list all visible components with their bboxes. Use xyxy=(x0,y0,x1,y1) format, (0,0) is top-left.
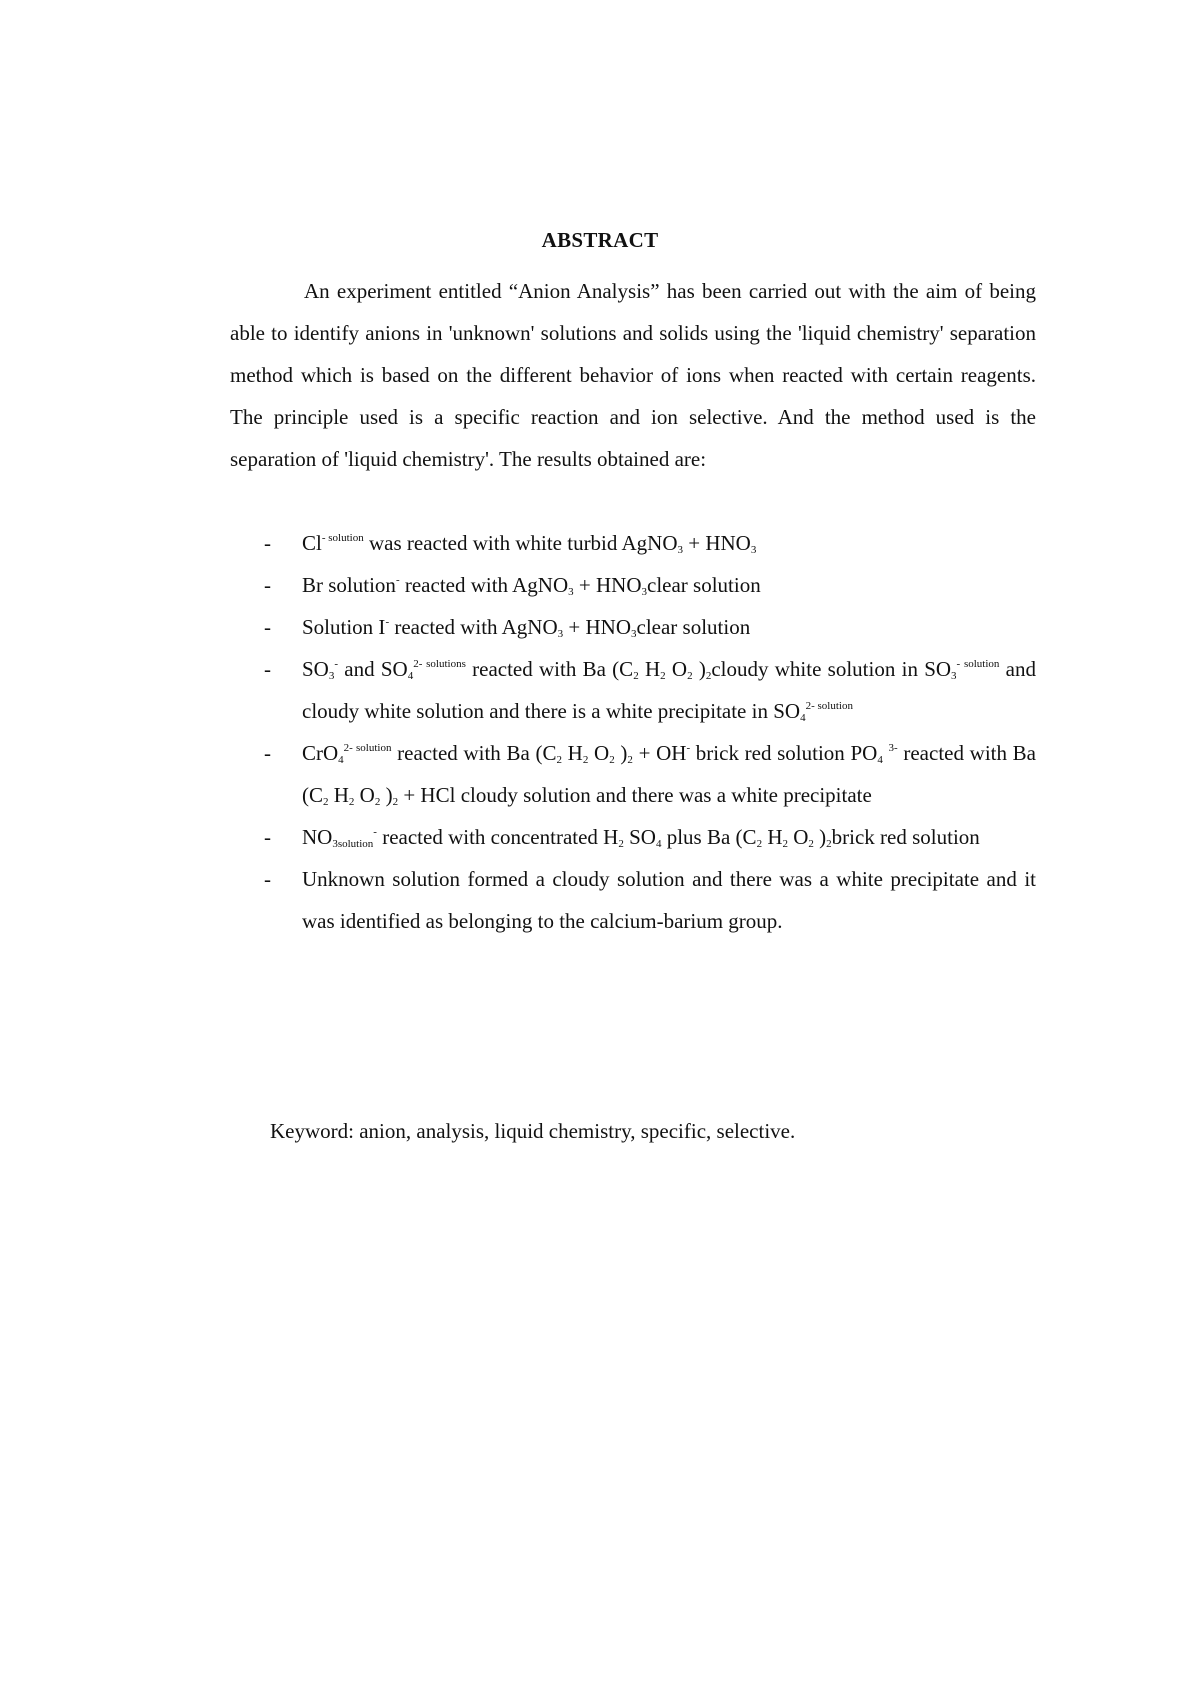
result-text: SO xyxy=(773,699,801,723)
subscript: 2 xyxy=(348,795,355,808)
subscript: 3 xyxy=(568,585,574,598)
result-item-no3 xyxy=(230,816,1036,858)
list-dash: - xyxy=(264,615,271,639)
subscript: 2 xyxy=(782,837,788,850)
subscript: 3 xyxy=(951,669,957,682)
subscript: 3 xyxy=(557,627,564,640)
subscript: 2 xyxy=(756,837,763,850)
result-text: reacted with AgNO xyxy=(389,615,558,639)
result-item-i xyxy=(230,606,1036,648)
result-text: + OH xyxy=(632,741,687,765)
result-text: brick red solution xyxy=(831,825,980,849)
subscript: 2 xyxy=(556,753,562,766)
ion-superscript: 2- solution xyxy=(343,742,392,755)
result-text: ) xyxy=(813,825,827,849)
ion-superscript: - solution xyxy=(321,532,364,545)
ion-superscript: 2- solution xyxy=(805,700,853,713)
result-text: Br solution xyxy=(302,573,396,597)
result-text: Solution I xyxy=(302,615,386,639)
subscript: 3 xyxy=(750,543,757,556)
result-text: reacted with Ba (C xyxy=(302,741,1037,807)
subscript: 2 xyxy=(618,837,624,850)
subscript: 4 xyxy=(655,837,662,850)
result-text: reacted with AgNO xyxy=(399,573,569,597)
result-item-cl xyxy=(230,522,1036,564)
result-text: O xyxy=(787,825,809,849)
result-text: cloudy white solution xyxy=(711,657,896,681)
result-text: H xyxy=(762,825,783,849)
list-dash: - xyxy=(264,531,271,555)
result-text: and cloudy white solution and there is a white precipitate in xyxy=(302,657,1037,723)
ion-superscript: - solution xyxy=(956,658,1000,671)
result-text: ) xyxy=(614,741,628,765)
list-dash: - xyxy=(264,867,271,891)
subscript: 3 xyxy=(641,585,647,598)
result-item-so xyxy=(230,648,1036,732)
result-text: reacted with concentrated H xyxy=(376,825,619,849)
list-dash: - xyxy=(264,741,271,765)
result-text: NO xyxy=(302,825,333,849)
result-text: ) xyxy=(692,657,706,681)
subscript: 2 xyxy=(826,837,832,850)
subscript: 2 xyxy=(660,669,666,682)
result-text: O xyxy=(665,657,688,681)
result-text: brick red solution PO xyxy=(695,741,878,765)
ion-superscript: 3- xyxy=(888,742,898,755)
result-text: reacted with Ba (C xyxy=(391,741,557,765)
result-text: ) xyxy=(380,783,393,807)
ion-superscript: - xyxy=(385,616,390,629)
list-dash: - xyxy=(264,573,271,597)
list-dash: - xyxy=(264,657,271,681)
subscript: 3 xyxy=(328,669,335,682)
result-text: SO xyxy=(629,825,656,849)
result-text: CrO xyxy=(302,741,339,765)
subscript: 4 xyxy=(407,669,414,682)
ion-superscript: - xyxy=(334,658,339,671)
subscript: 2 xyxy=(392,795,399,808)
subscript: 2 xyxy=(582,753,589,766)
abstract-intro xyxy=(230,270,1036,480)
result-text: was reacted with white turbid AgNO xyxy=(363,531,678,555)
result-text: plus Ba (C xyxy=(661,825,757,849)
result-text: and SO xyxy=(338,657,408,681)
subscript: 4 xyxy=(800,711,806,724)
subscript: 3 xyxy=(332,837,338,850)
result-text: clear solution xyxy=(636,615,751,639)
ion-superscript: - xyxy=(686,742,691,755)
results-list xyxy=(230,522,1036,942)
ion-text: Cl xyxy=(302,531,322,555)
list-dash: - xyxy=(264,825,271,849)
result-text: + HNO xyxy=(573,573,642,597)
result-text: Unknown solution formed a cloudy solution and there was a white precipitate and it was identified as belonging to the calcium-barium group. xyxy=(302,867,1036,933)
result-text: O xyxy=(588,741,610,765)
result-text: cloudy solution and there was a white precipitate xyxy=(460,783,872,807)
subscript: 4 xyxy=(877,753,883,766)
ion-superscript: 2- solutions xyxy=(413,658,466,671)
subscript: 2 xyxy=(705,669,712,682)
result-text: H xyxy=(328,783,349,807)
result-text: + HCl xyxy=(398,783,456,807)
result-item-unknown xyxy=(230,858,1036,942)
subscript: 2 xyxy=(323,795,329,808)
result-text: H xyxy=(561,741,583,765)
subscript: 4 xyxy=(338,753,344,766)
ion-superscript: - xyxy=(395,574,400,587)
subscript: 2 xyxy=(374,795,381,808)
keywords: Keyword: anion, analysis, liquid chemistry, specific, selective. xyxy=(270,1119,796,1143)
result-text: clear solution xyxy=(647,573,761,597)
subscript: 2 xyxy=(808,837,814,850)
abstract-title: ABSTRACT xyxy=(541,228,659,252)
subscript: 2 xyxy=(609,753,615,766)
ion-superscript: - xyxy=(373,826,377,839)
result-text: H xyxy=(638,657,661,681)
subscript: 3 xyxy=(631,627,637,640)
result-text: SO xyxy=(302,657,329,681)
result-text: O xyxy=(354,783,375,807)
result-text: reacted with Ba (C xyxy=(465,657,634,681)
subscript: 3 xyxy=(677,543,683,556)
result-text: + HNO xyxy=(563,615,631,639)
result-item-br xyxy=(230,564,1036,606)
result-text: + HNO xyxy=(682,531,751,555)
result-text: in SO xyxy=(901,657,952,681)
result-item-cro xyxy=(230,732,1036,816)
intro-text: An experiment entitled “Anion Analysis” has been carried out with the aim of being able to identify anions in 'unknown' solutions and solids using the 'liquid chemistry' separation method which is based on the different behavior of ions when reacted with certain reagents. The principle used is a specific reaction and ion selective. And the method used is the separation of 'liquid chemistry'. The results obtained are: xyxy=(230,279,1036,471)
subscript: 2 xyxy=(627,753,633,766)
subscript-solution: solution xyxy=(337,837,374,850)
subscript: 2 xyxy=(687,669,693,682)
subscript: 2 xyxy=(633,669,639,682)
